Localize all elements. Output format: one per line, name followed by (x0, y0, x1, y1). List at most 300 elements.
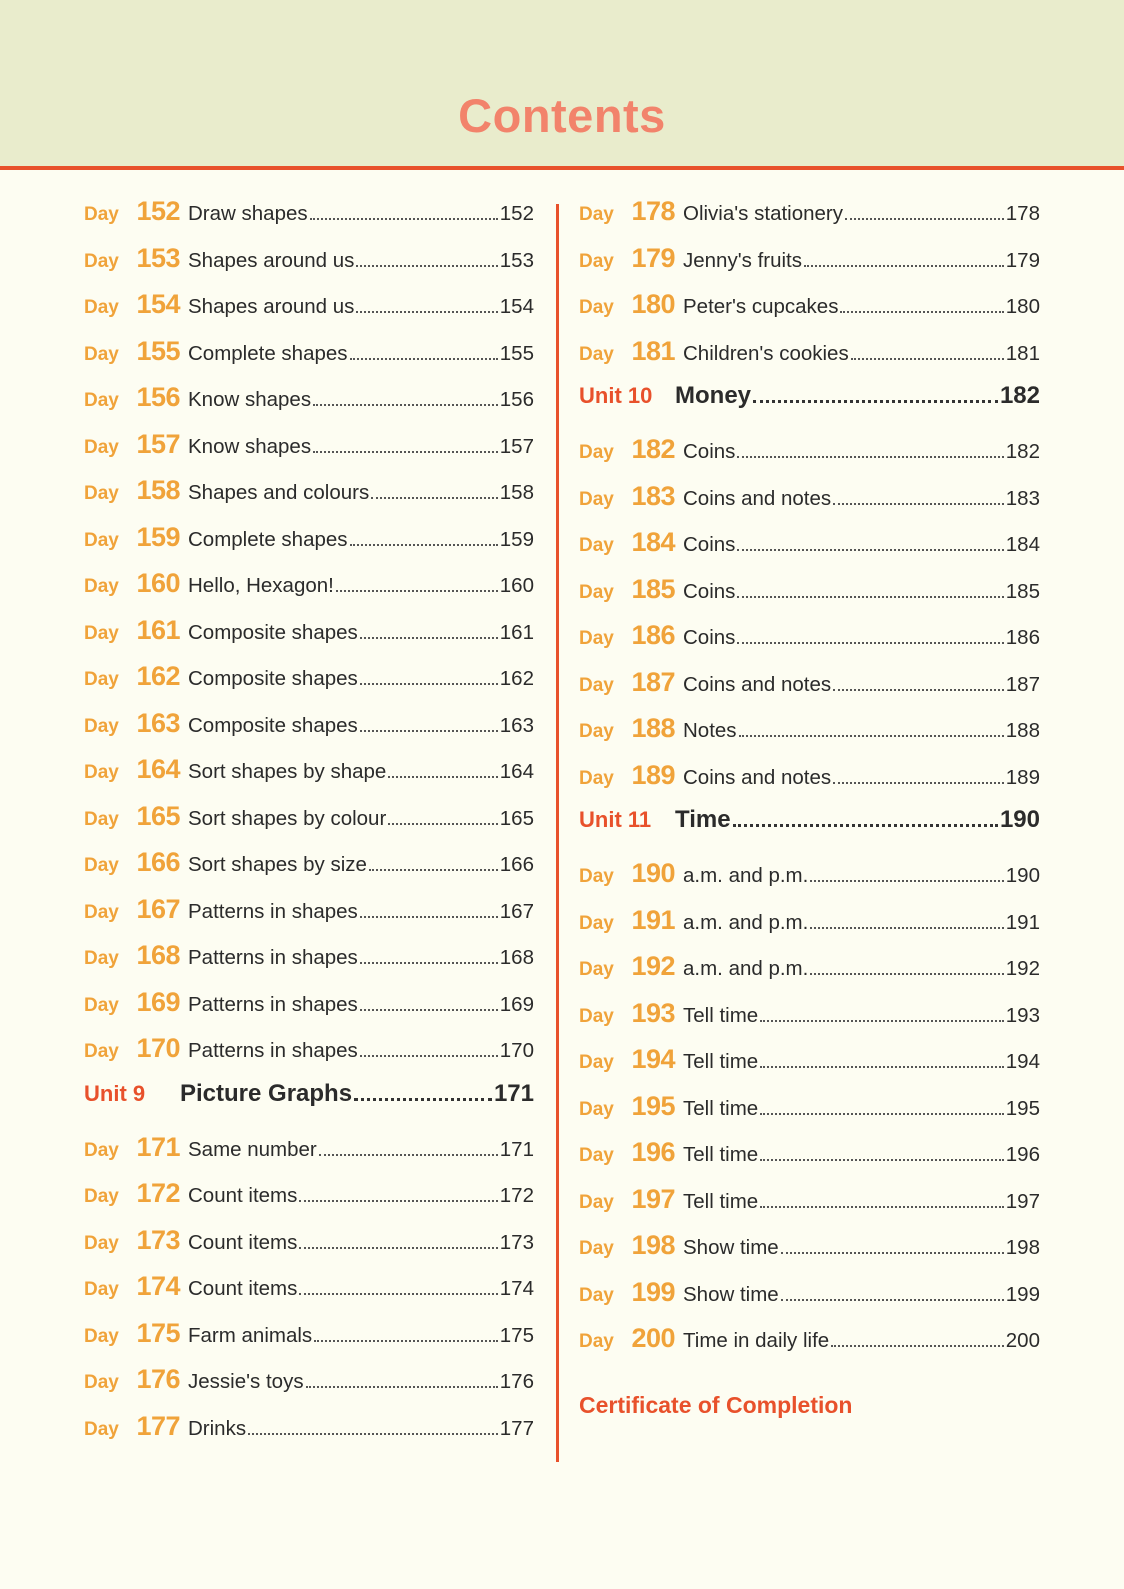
toc-day-row[interactable] (84, 1225, 534, 1272)
day-number: 160 (136, 568, 180, 598)
entry-title: Drinks (188, 1416, 247, 1440)
toc-unit-row[interactable] (579, 806, 1040, 858)
day-number: 157 (136, 428, 180, 459)
entry-title: Sort shapes by size (188, 853, 367, 876)
toc-day-row[interactable] (579, 196, 1040, 243)
day-number: 159 (136, 521, 180, 552)
entry-title: Farm animals (188, 1323, 313, 1347)
day-number: 191 (631, 904, 675, 935)
day-number: 174 (136, 1271, 180, 1301)
day-number: 164 (136, 754, 180, 784)
leader-dots (840, 310, 1003, 313)
leader-dots (360, 1054, 498, 1057)
page-number: 179 (1005, 248, 1040, 272)
day-word-label: Day (579, 866, 614, 887)
entry-title: Show time (683, 1282, 779, 1306)
page-number: 184 (1005, 533, 1040, 556)
contents-column-right (559, 196, 1124, 1496)
day-number: 165 (136, 800, 180, 831)
leader-dots (760, 1205, 1004, 1208)
entry-title: Shapes around us (188, 295, 355, 318)
page-number: 162 (499, 667, 534, 690)
page-number: 153 (499, 248, 534, 272)
page-number: 155 (499, 341, 534, 365)
day-number: 185 (631, 573, 675, 604)
page-number: 195 (1005, 1096, 1040, 1120)
page-number: 164 (499, 760, 534, 783)
page-number: 165 (499, 806, 534, 830)
page-title: Contents (458, 89, 666, 142)
day-word-label: Day (579, 488, 614, 510)
day-word-label: Day (84, 1279, 119, 1300)
toc-day-row[interactable] (579, 620, 1040, 667)
day-number: 166 (136, 847, 180, 877)
entry-title: Tell time (683, 1143, 759, 1166)
leader-dots (851, 357, 1004, 360)
page-number: 159 (499, 527, 534, 551)
toc-day-row[interactable] (84, 568, 534, 615)
leader-dots (810, 879, 1003, 882)
page-number: 175 (499, 1323, 534, 1347)
toc-day-row[interactable] (84, 615, 534, 662)
day-number: 194 (631, 1044, 675, 1074)
toc-day-row[interactable] (84, 1132, 534, 1179)
entry-title: Patterns in shapes (188, 946, 358, 969)
leader-dots (737, 548, 1003, 551)
leader-dots (306, 1385, 498, 1388)
toc-day-row[interactable] (579, 527, 1040, 574)
page-number: 182 (1005, 440, 1040, 463)
page-number: 160 (499, 574, 534, 597)
toc-day-row[interactable] (579, 1323, 1040, 1370)
toc-day-row[interactable] (84, 522, 534, 569)
leader-dots (760, 1112, 1004, 1115)
page-number: 176 (499, 1370, 534, 1393)
toc-day-row[interactable] (84, 1033, 534, 1080)
toc-day-row[interactable] (579, 951, 1040, 998)
page-number: 191 (1005, 910, 1040, 934)
day-word-label: Day (84, 483, 119, 504)
entry-title: Draw shapes (188, 202, 308, 225)
toc-day-row[interactable] (84, 847, 534, 894)
page-number: 182 (999, 382, 1040, 409)
entry-title: Olivia's stationery (683, 202, 843, 225)
page-number: 154 (499, 295, 534, 318)
day-word-label: Day (579, 204, 614, 225)
day-word-label: Day (579, 674, 614, 696)
day-word-label: Day (84, 529, 119, 551)
day-word-label: Day (579, 581, 614, 603)
day-number: 199 (631, 1276, 675, 1307)
toc-day-row[interactable] (84, 1364, 534, 1411)
leader-dots (248, 1432, 498, 1435)
day-number: 186 (631, 620, 675, 650)
leader-dots (737, 595, 1003, 598)
toc-day-row[interactable] (84, 754, 534, 801)
day-number: 184 (631, 527, 675, 557)
day-number: 197 (631, 1183, 675, 1214)
page-number: 194 (1005, 1050, 1040, 1073)
entry-title: a.m. and p.m. (683, 864, 809, 887)
toc-day-row[interactable] (579, 574, 1040, 621)
toc-day-row[interactable] (84, 289, 534, 336)
leader-dots (313, 403, 498, 406)
toc-day-row[interactable] (579, 1137, 1040, 1184)
entry-title: Patterns in shapes (188, 992, 358, 1016)
leader-dots (833, 688, 1004, 691)
day-number: 179 (631, 242, 675, 273)
day-word-label: Day (579, 1238, 614, 1259)
entry-title: Count items (188, 1230, 298, 1254)
certificate-entry[interactable]: Certificate of Completion (579, 1391, 853, 1418)
day-word-label: Day (579, 767, 614, 789)
entry-title: Complete shapes (188, 341, 348, 365)
toc-day-row[interactable] (84, 336, 534, 383)
day-word-label: Day (84, 669, 119, 690)
day-number: 198 (631, 1230, 675, 1260)
page-number: 193 (1005, 1003, 1040, 1027)
entry-title: Picture Graphs (180, 1079, 353, 1107)
toc-day-row[interactable] (84, 708, 534, 755)
leader-dots (810, 972, 1003, 975)
day-word-label: Day (84, 901, 119, 923)
day-word-label: Day (579, 628, 614, 649)
toc-day-row[interactable] (84, 987, 534, 1034)
day-word-label: Day (84, 808, 119, 830)
entry-title: Coins and notes (683, 486, 832, 510)
leader-dots (299, 1292, 497, 1295)
entry-title: Know shapes (188, 434, 312, 458)
page-number: 156 (499, 388, 534, 411)
page-number: 152 (499, 202, 534, 225)
day-number: 190 (631, 858, 675, 888)
day-word-label: Day (84, 390, 119, 411)
toc-day-row[interactable] (579, 760, 1040, 807)
day-word-label: Day (84, 576, 119, 597)
entry-title: Sort shapes by shape (188, 760, 387, 783)
leader-dots (360, 1008, 498, 1011)
day-word-label: Day (579, 1145, 614, 1166)
leader-dots (356, 310, 497, 313)
day-number: 188 (631, 713, 675, 743)
day-word-label: Day (579, 535, 614, 556)
unit-label: Unit 10 (579, 383, 653, 408)
toc-day-row[interactable] (84, 429, 534, 476)
page-number: 171 (493, 1079, 534, 1107)
leader-dots (833, 781, 1004, 784)
day-word-label: Day (579, 442, 614, 463)
entry-title: Coins and notes (683, 672, 832, 696)
entry-title: Patterns in shapes (188, 1039, 358, 1062)
entry-title: Know shapes (188, 388, 312, 411)
leader-dots (360, 729, 498, 732)
day-word-label: Day (579, 1098, 614, 1120)
page-number: 183 (1005, 486, 1040, 510)
leader-dots (299, 1199, 497, 1202)
leader-dots (388, 775, 497, 778)
toc-unit-row[interactable] (579, 382, 1040, 434)
day-word-label: Day (84, 204, 119, 225)
leader-dots (360, 915, 498, 918)
day-word-label: Day (579, 1005, 614, 1027)
entry-title: Composite shapes (188, 713, 358, 737)
day-number: 175 (136, 1317, 180, 1348)
page-number: 187 (1005, 672, 1040, 696)
page-number: 163 (499, 713, 534, 737)
contents-columns (0, 196, 1124, 1496)
leader-dots (310, 217, 498, 220)
leader-dots (753, 399, 998, 403)
leader-dots (319, 1153, 498, 1156)
day-number: 162 (136, 661, 180, 691)
day-number: 154 (136, 289, 180, 319)
unit-label: Unit 11 (579, 807, 652, 832)
day-number: 176 (136, 1364, 180, 1394)
entry-title: Tell time (683, 1096, 759, 1120)
day-word-label: Day (84, 762, 119, 783)
leader-dots (760, 1019, 1004, 1022)
day-number: 168 (136, 940, 180, 970)
entry-title: Shapes around us (188, 248, 355, 272)
toc-day-row[interactable] (84, 1271, 534, 1318)
leader-dots (845, 217, 1004, 220)
entry-title: Coins (683, 579, 736, 603)
leader-dots (354, 1097, 492, 1101)
day-number: 195 (631, 1090, 675, 1121)
day-number: 200 (631, 1323, 675, 1353)
entry-title: a.m. and p.m. (683, 910, 809, 934)
toc-day-row[interactable] (579, 336, 1040, 383)
day-number: 153 (136, 242, 180, 273)
page-number: 180 (1005, 295, 1040, 318)
day-word-label: Day (579, 343, 614, 365)
entry-title: Coins (683, 533, 736, 556)
entry-title: Same number (188, 1137, 317, 1161)
day-number: 181 (631, 335, 675, 366)
toc-day-row[interactable] (579, 713, 1040, 760)
toc-day-row[interactable] (579, 434, 1040, 481)
leader-dots (388, 822, 498, 825)
leader-dots (314, 1339, 498, 1342)
toc-day-row[interactable] (579, 1277, 1040, 1324)
day-word-label: Day (84, 343, 119, 365)
day-word-label: Day (579, 721, 614, 742)
toc-day-row[interactable] (84, 475, 534, 522)
page-number: 190 (1005, 864, 1040, 887)
toc-day-row[interactable] (84, 382, 534, 429)
toc-day-row[interactable] (84, 196, 534, 243)
day-word-label: Day (84, 994, 119, 1016)
toc-unit-row[interactable] (84, 1080, 534, 1132)
leader-dots (369, 868, 498, 871)
day-word-label: Day (579, 1052, 614, 1073)
page-number: 174 (499, 1277, 534, 1300)
leader-dots (781, 1251, 1004, 1254)
entry-title: Sort shapes by colour (188, 806, 387, 830)
leader-dots (371, 496, 498, 499)
page-number: 158 (499, 481, 534, 504)
day-number: 163 (136, 707, 180, 738)
leader-dots (737, 641, 1003, 644)
leader-dots (760, 1158, 1004, 1161)
toc-day-row[interactable] (579, 667, 1040, 714)
day-word-label: Day (579, 959, 614, 980)
day-number: 161 (136, 614, 180, 645)
leader-dots (350, 357, 498, 360)
entry-title: Peter's cupcakes (683, 295, 839, 318)
entry-title: Count items (188, 1184, 298, 1207)
entry-title: Time in daily life (683, 1329, 830, 1352)
day-word-label: Day (84, 1372, 119, 1393)
day-number: 177 (136, 1410, 180, 1441)
page-number: 189 (1005, 765, 1040, 789)
leader-dots (350, 543, 498, 546)
day-word-label: Day (579, 1191, 614, 1213)
entry-title: Jenny's fruits (683, 248, 802, 272)
day-number: 171 (136, 1131, 180, 1162)
page-number: 171 (499, 1137, 534, 1161)
day-number: 167 (136, 893, 180, 924)
day-word-label: Day (84, 948, 119, 969)
entry-title: Money (675, 382, 752, 409)
leader-dots (737, 455, 1003, 458)
page-number: 178 (1005, 202, 1040, 225)
toc-day-row[interactable] (84, 1178, 534, 1225)
day-word-label: Day (579, 912, 614, 934)
entry-title: Tell time (683, 1189, 759, 1213)
leader-dots (356, 264, 497, 267)
toc-day-row[interactable] (579, 1044, 1040, 1091)
toc-day-row[interactable] (84, 1411, 534, 1458)
toc-day-row[interactable] (84, 661, 534, 708)
page-number: 166 (499, 853, 534, 876)
day-word-label: Day (579, 1331, 614, 1352)
day-number: 169 (136, 986, 180, 1017)
toc-day-row[interactable] (84, 1318, 534, 1365)
leader-dots (781, 1298, 1004, 1301)
toc-day-row[interactable] (579, 481, 1040, 528)
entry-title: Tell time (683, 1050, 759, 1073)
day-word-label: Day (84, 250, 119, 272)
day-number: 189 (631, 759, 675, 790)
day-number: 193 (631, 997, 675, 1028)
day-word-label: Day (579, 1284, 614, 1306)
entry-title: Time (675, 806, 731, 833)
day-number: 173 (136, 1224, 180, 1255)
entry-title: Hello, Hexagon! (188, 574, 334, 597)
toc-day-row[interactable] (84, 801, 534, 848)
page-number: 200 (1005, 1329, 1040, 1352)
day-word-label: Day (84, 436, 119, 458)
header-band (0, 0, 1124, 170)
toc-day-row[interactable] (579, 1091, 1040, 1138)
toc-day-row[interactable] (84, 243, 534, 290)
entry-title: Shapes and colours (188, 481, 370, 504)
day-number: 183 (631, 480, 675, 511)
leader-dots (810, 926, 1003, 929)
toc-day-row[interactable] (579, 858, 1040, 905)
toc-day-row[interactable] (84, 940, 534, 987)
day-word-label: Day (84, 1139, 119, 1161)
day-number: 196 (631, 1137, 675, 1167)
entry-title: a.m. and p.m. (683, 957, 809, 980)
toc-day-row[interactable] (579, 1184, 1040, 1231)
page-number: 173 (499, 1230, 534, 1254)
day-word-label: Day (579, 250, 614, 272)
leader-dots (299, 1246, 497, 1249)
entry-title: Composite shapes (188, 667, 358, 690)
entry-title: Count items (188, 1277, 298, 1300)
contents-column-left (0, 196, 556, 1496)
day-number: 155 (136, 335, 180, 366)
entry-title: Patterns in shapes (188, 899, 358, 923)
page-number: 169 (499, 992, 534, 1016)
page-number: 188 (1005, 719, 1040, 742)
page-number: 181 (1005, 341, 1040, 365)
toc-day-row[interactable] (579, 1230, 1040, 1277)
day-number: 178 (631, 196, 675, 226)
leader-dots (733, 823, 998, 827)
toc-day-row[interactable] (579, 998, 1040, 1045)
page-number: 197 (1005, 1189, 1040, 1213)
page-number: 185 (1005, 579, 1040, 603)
day-number: 152 (136, 196, 180, 226)
entry-title: Coins (683, 626, 736, 649)
leader-dots (760, 1065, 1004, 1068)
day-number: 158 (136, 475, 180, 505)
page-number: 196 (1005, 1143, 1040, 1166)
day-number: 170 (136, 1033, 180, 1063)
day-number: 182 (631, 434, 675, 464)
toc-day-row[interactable] (579, 243, 1040, 290)
day-word-label: Day (84, 1232, 119, 1254)
day-word-label: Day (579, 297, 614, 318)
page-number: 177 (499, 1416, 534, 1440)
day-word-label: Day (84, 715, 119, 737)
entry-title: Show time (683, 1236, 779, 1259)
day-word-label: Day (84, 1325, 119, 1347)
page-number: 168 (499, 946, 534, 969)
day-word-label: Day (84, 855, 119, 876)
page-number: 192 (1005, 957, 1040, 980)
day-number: 187 (631, 666, 675, 697)
toc-day-row[interactable] (84, 894, 534, 941)
page-number: 199 (1005, 1282, 1040, 1306)
day-word-label: Day (84, 1041, 119, 1062)
entry-title: Coins (683, 440, 736, 463)
day-word-label: Day (84, 297, 119, 318)
leader-dots (360, 636, 498, 639)
leader-dots (360, 961, 498, 964)
entry-title: Children's cookies (683, 341, 849, 365)
entry-title: Jessie's toys (188, 1370, 304, 1393)
leader-dots (360, 682, 498, 685)
day-number: 172 (136, 1178, 180, 1208)
day-word-label: Day (84, 622, 119, 644)
toc-day-row[interactable] (579, 289, 1040, 336)
page-number: 190 (999, 806, 1040, 833)
day-word-label: Day (84, 1418, 119, 1440)
toc-day-row[interactable] (579, 905, 1040, 952)
page-number: 172 (499, 1184, 534, 1207)
page-number: 186 (1005, 626, 1040, 649)
day-number: 192 (631, 951, 675, 981)
entry-title: Coins and notes (683, 765, 832, 789)
entry-title: Tell time (683, 1003, 759, 1027)
leader-dots (804, 264, 1004, 267)
entry-title: Complete shapes (188, 527, 348, 551)
day-number: 156 (136, 382, 180, 412)
